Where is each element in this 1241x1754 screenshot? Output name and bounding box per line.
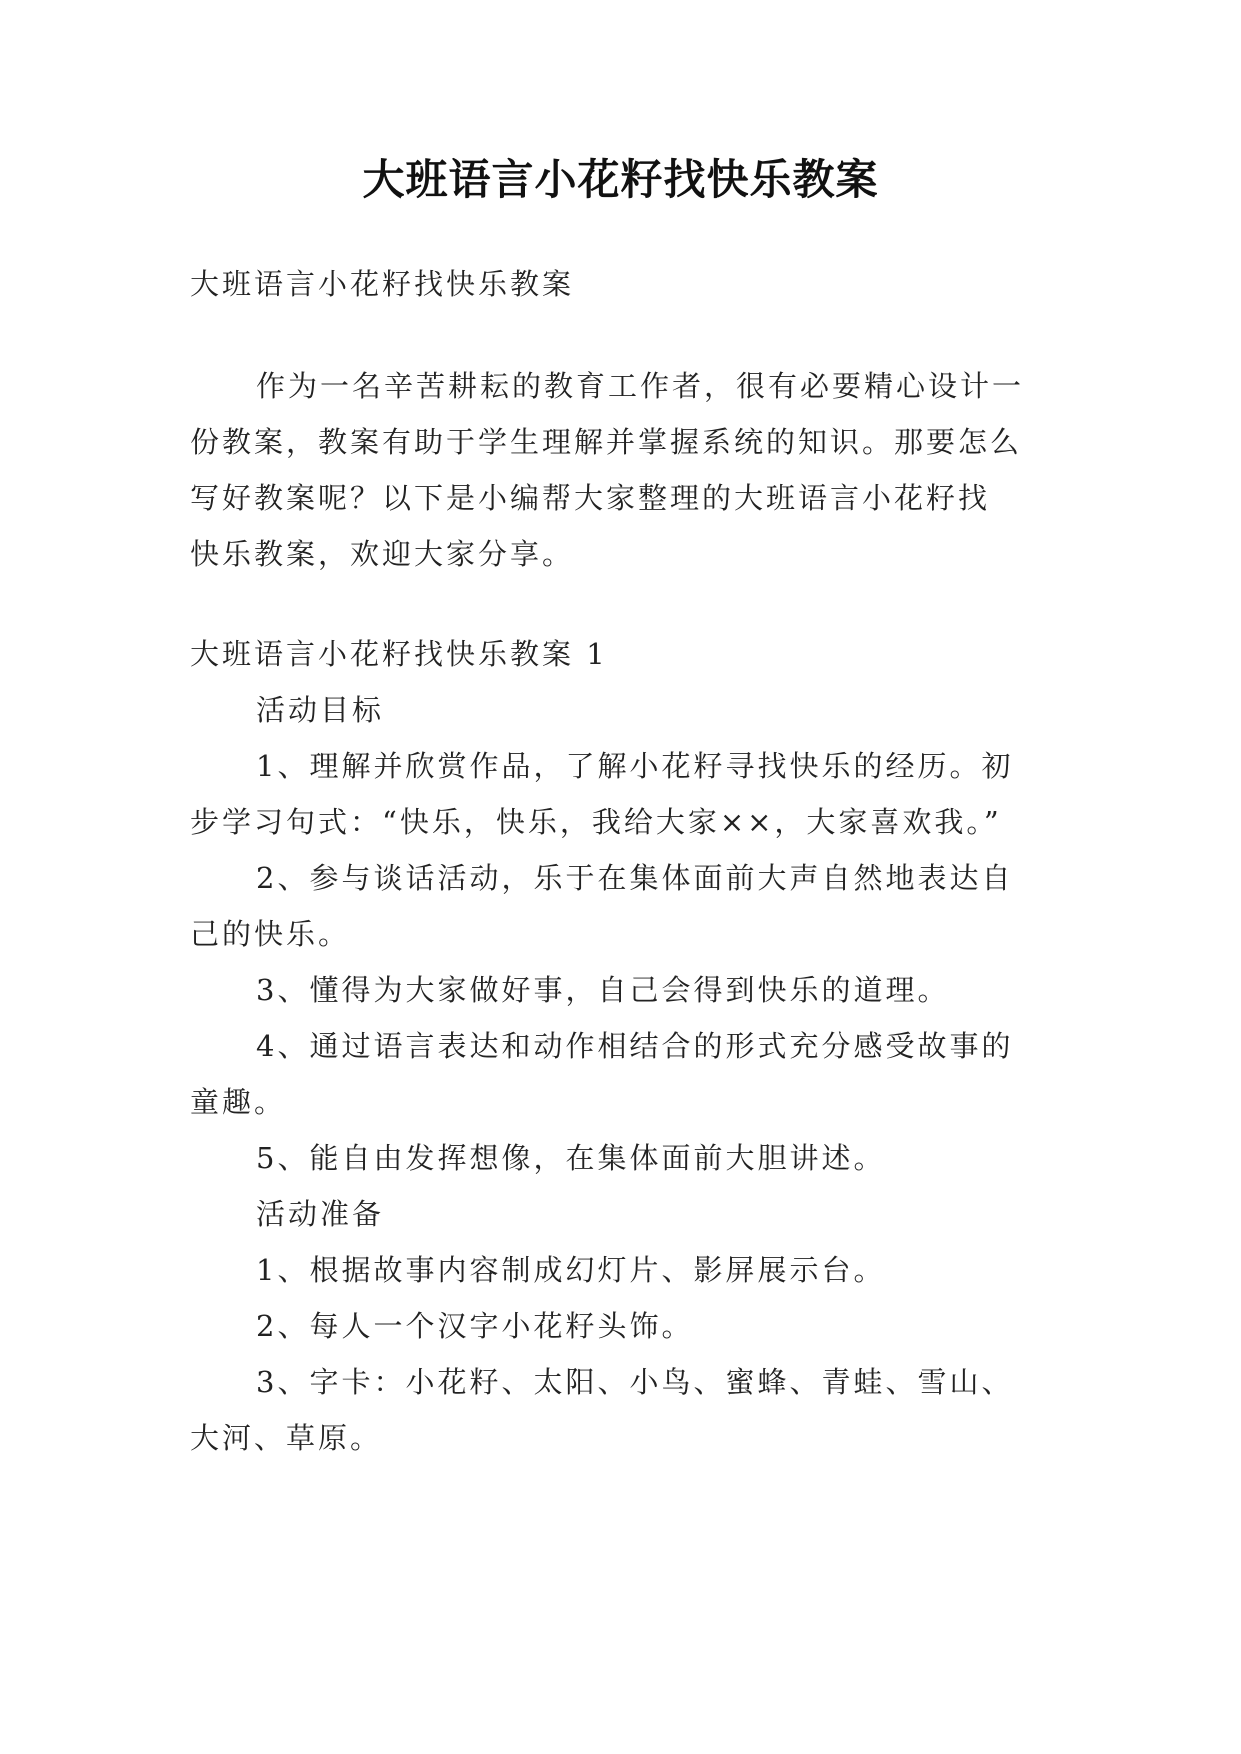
intro-line: 作为一名辛苦耕耘的教育工作者，很有必要精心设计一 (256, 369, 1025, 403)
prep-line: 3、字卡：小花籽、太阳、小鸟、蜜蜂、青蛙、雪山、 (256, 1365, 1014, 1399)
goal-line: 2、参与谈话活动，乐于在集体面前大声自然地表达自 (256, 861, 1014, 895)
goal-line: 己的快乐。 (190, 917, 351, 951)
goal-line: 童趣。 (190, 1085, 287, 1119)
goal-line: 1、理解并欣赏作品，了解小花籽寻找快乐的经历。初 (256, 749, 1014, 783)
prep-line: 2、每人一个汉字小花籽头饰。 (256, 1309, 694, 1343)
section-heading: 大班语言小花籽找快乐教案 1 (190, 637, 608, 671)
intro-line: 快乐教案，欢迎大家分享。 (190, 537, 575, 571)
intro-line: 份教案，教案有助于学生理解并掌握系统的知识。那要怎么 (190, 425, 1023, 459)
goal-line: 3、懂得为大家做好事，自己会得到快乐的道理。 (256, 973, 950, 1007)
prep-line: 1、根据故事内容制成幻灯片、影屏展示台。 (256, 1253, 886, 1287)
goal-line: 步学习句式：“快乐，快乐，我给大家××，大家喜欢我。” (190, 805, 1002, 839)
prep-heading: 活动准备 (256, 1197, 385, 1231)
goal-line: 4、通过语言表达和动作相结合的形式充分感受故事的 (256, 1029, 1014, 1063)
prep-line: 大河、草原。 (190, 1421, 383, 1455)
document-subtitle: 大班语言小花籽找快乐教案 (190, 267, 575, 301)
intro-line: 写好教案呢？以下是小编帮大家整理的大班语言小花籽找 (190, 481, 991, 515)
goal-line: 5、能自由发挥想像，在集体面前大胆讲述。 (256, 1141, 886, 1175)
document-title: 大班语言小花籽找快乐教案 (362, 155, 879, 204)
goals-heading: 活动目标 (256, 693, 385, 727)
